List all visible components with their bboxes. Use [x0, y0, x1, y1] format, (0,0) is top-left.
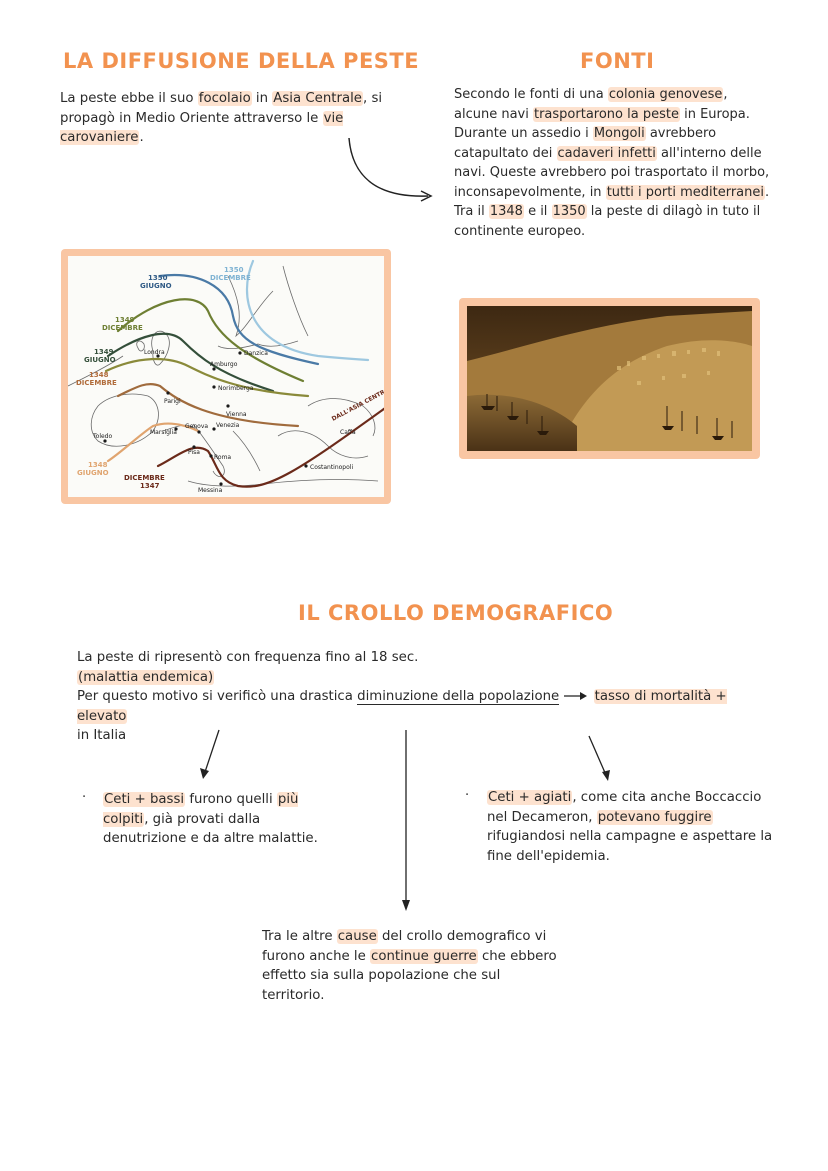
painting-frame: [459, 298, 760, 459]
text-run: .: [139, 130, 144, 145]
fonti-block-2: [454, 124, 772, 202]
ceti-bassi-paragraph: [103, 790, 323, 849]
highlight-mongoli: Mongoli: [593, 126, 645, 141]
text-run: , si propagò in Medio Oriente attraverso le: [60, 91, 383, 126]
section-title-fonti: FONTI: [580, 49, 655, 73]
text-run: , come cita anche Boccaccio nel Decameron,: [487, 790, 762, 825]
map-label: GIUGNO: [140, 282, 172, 290]
fonti-block-3: [454, 202, 772, 241]
highlight-potevano-fuggire: potevano fuggire: [597, 809, 712, 825]
map-label: DALL'ASIA CENTRALE: [330, 382, 398, 423]
underline-diminuzione: diminuzione della popolazione: [357, 689, 560, 704]
fonti-block-1: [454, 85, 772, 124]
diffusione-paragraph: [60, 89, 390, 148]
map-label: DICEMBRE: [102, 324, 143, 332]
map-city-label: Parigi: [164, 398, 181, 405]
highlight-focolaio: focolaio: [198, 91, 251, 106]
highlight-tasso-mortalita: tasso di mortalità + elevato: [77, 689, 727, 724]
map-city-label: Vienna: [226, 411, 247, 418]
map-label: 1350: [148, 274, 168, 282]
map-city-label: Norimberga: [218, 385, 254, 392]
map-city-label: Toledo: [93, 433, 113, 440]
map-label: GIUGNO: [77, 469, 109, 477]
text-run: rifugiandosi nella campagne e aspettare la fine dell'epidemia.: [487, 829, 773, 864]
text-run: La peste ebbe il suo: [60, 91, 198, 106]
highlight-trasportarono: trasportarono la peste: [533, 106, 679, 122]
text-run: la peste di dilagò in tuto il continente europeo.: [454, 204, 761, 239]
bullet-dot-right: ·: [465, 788, 470, 803]
ceti-agiati-paragraph: [487, 788, 777, 866]
highlight-colonia-genovese: colonia genovese: [608, 87, 723, 102]
map-label: DICEMBRE: [76, 379, 117, 387]
crollo-line-1: La peste di ripresentò con frequenza fino al 18 sec.: [77, 650, 419, 665]
highlight-ceti-agiati: Ceti + agiati: [488, 790, 572, 805]
cause-paragraph: [262, 927, 562, 1005]
map-label: DICEMBRE: [124, 474, 165, 482]
text-run: e il: [523, 204, 552, 219]
map-label: GIUGNO: [84, 356, 116, 364]
plague-map-frame: [61, 249, 398, 504]
text-run: , alcune navi: [454, 87, 728, 122]
map-label: DICEMBRE: [210, 274, 251, 282]
highlight-1350: 1350: [552, 204, 586, 219]
text-run: avrebbero catapultato dei: [454, 126, 717, 161]
text-run: Tra il: [454, 204, 489, 219]
map-city-label: Genova: [185, 423, 209, 430]
text-run: .: [765, 184, 770, 200]
map-label: 1348: [89, 371, 109, 379]
map-city-label: Caffa: [340, 429, 356, 436]
map-city-label: Danzica: [244, 350, 268, 357]
crollo-line-2: [77, 668, 777, 688]
text-run: Durante un assedio i: [454, 126, 593, 141]
map-label: 1348: [88, 461, 108, 469]
highlight-vie-carovaniere: vie carovaniere: [60, 110, 344, 145]
genoa-painting: [467, 306, 752, 451]
highlight-asia-centrale: Asia Centrale: [273, 91, 362, 106]
section-title-crollo: IL CROLLO DEMOGRAFICO: [298, 601, 614, 625]
text-run: all'interno delle navi. Queste avrebbero poi trasportato il morbo, inconsapevolmente, in: [454, 145, 770, 200]
highlight-ceti-bassi: Ceti + bassi: [104, 792, 185, 807]
text-run: in: [251, 91, 273, 106]
right-arrow-icon: [563, 691, 589, 701]
crollo-line-3: [77, 687, 777, 726]
map-city-label: Costantinopoli: [310, 464, 354, 471]
text-run: furono quelli: [185, 792, 277, 807]
highlight-cadaveri: cadaveri infetti: [557, 145, 656, 161]
highlight-malattia-endemica: (malattia endemica): [78, 669, 214, 685]
map-label: 1347: [140, 482, 160, 490]
crollo-intro: [77, 648, 777, 746]
text-run: del crollo demografico vi furono anche le: [262, 929, 547, 964]
fonti-paragraph: [454, 85, 772, 241]
map-city-label: Pisa: [188, 449, 200, 456]
map-label: 1350: [224, 266, 244, 274]
map-city-label: Roma: [214, 454, 232, 461]
highlight-porti: tutti i porti mediterranei: [606, 184, 764, 200]
bullet-dot-left: ·: [82, 790, 87, 805]
map-city-label: Amburgo: [210, 361, 238, 368]
europe-map-image: [68, 256, 398, 497]
text-run: , già provati dalla denutrizione e da altre malattie.: [103, 811, 318, 846]
highlight-continue-guerre: continue guerre: [371, 948, 477, 964]
map-city-label: Venezia: [216, 422, 240, 429]
text-run: Tra le altre: [262, 929, 337, 944]
text-run: Per questo motivo si verificò una drastica: [77, 689, 358, 704]
text-run: in Europa.: [679, 106, 750, 122]
highlight-piu-colpiti: più colpiti: [103, 792, 299, 827]
map-label: 1349: [94, 348, 114, 356]
text-run: Secondo le fonti di una: [454, 87, 608, 102]
map-city-label: Londra: [144, 349, 165, 356]
highlight-1348: 1348: [489, 204, 523, 219]
highlight-cause: cause: [337, 929, 377, 944]
map-city-label: Marsiglia: [150, 429, 177, 436]
harbor-painting-image: [467, 306, 752, 451]
plague-map: [68, 256, 398, 497]
crollo-line-4: in Italia: [77, 728, 127, 743]
section-title-diffusione: LA DIFFUSIONE DELLA PESTE: [63, 49, 420, 73]
map-city-label: Messina: [198, 487, 223, 494]
map-label: 1349: [115, 316, 135, 324]
text-run: che ebbero effetto sia sulla popolazione che sul territorio.: [262, 948, 557, 1003]
